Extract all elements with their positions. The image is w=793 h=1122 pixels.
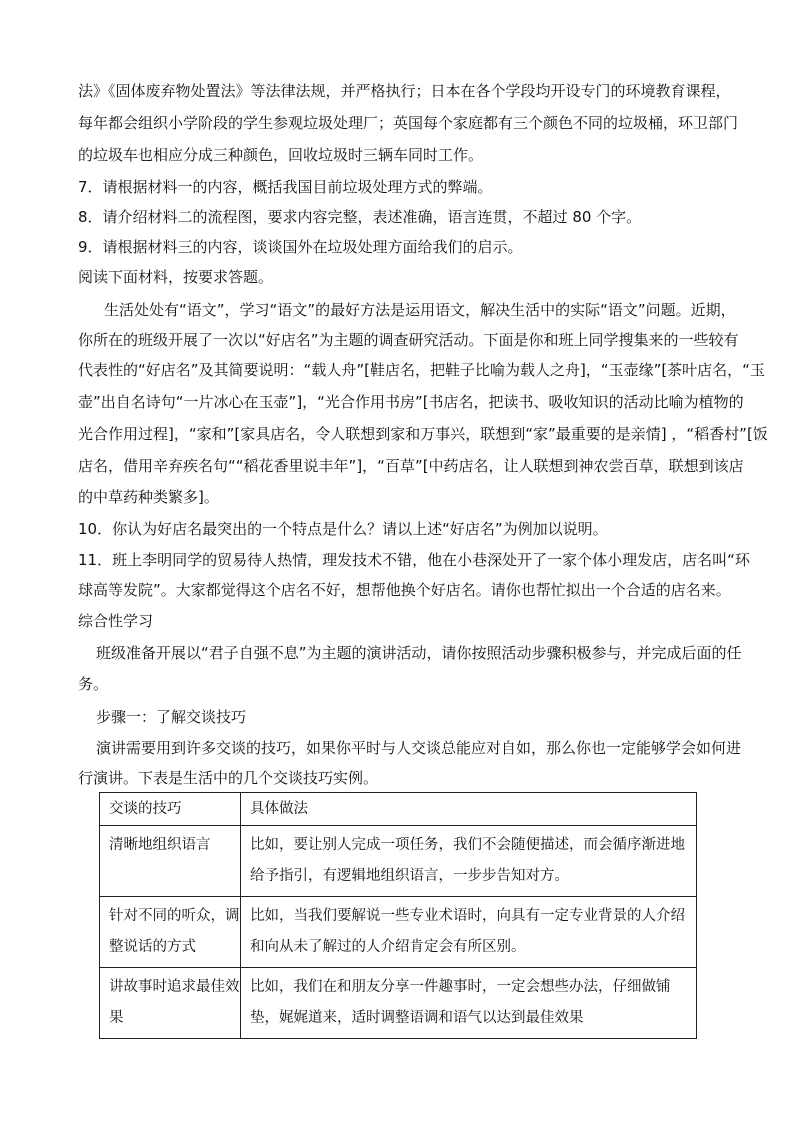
- paragraph-line: 壶”出自名诗句“一片冰心在玉壶”]，“光合作用书房”[书店名，把读书、吸收知识的活动比喻为植物的: [78, 393, 744, 411]
- paragraph-line: 店名，借用辛弃疾名句““稻花香里说丰年”]，“百草”[中药店名，让人联想到神农尝百草，联想到该店: [78, 457, 744, 475]
- table-row: [100, 968, 697, 1039]
- paragraph-line: 演讲需要用到许多交谈的技巧，如果你平时与人交谈总能应对自如，那么你也一定能够学会如何进: [96, 739, 742, 757]
- paragraph-line: 务。: [78, 675, 109, 693]
- table-header-skill: 交谈的技巧: [100, 793, 241, 826]
- paragraph-line: 光合作用过程]，“家和”[家具店名，令人联想到家和万事兴，联想到“家”最重要的是亲情] ，“稻香村”[饭: [78, 425, 768, 443]
- paragraph-line: 法》《固体废弃物处置法》等法律法规，并严格执行；日本在各个学段均开设专门的环境教育课程，: [78, 82, 731, 100]
- table-cell-skill: 清晰地组织语言: [100, 826, 241, 897]
- question-10: 10．你认为好店名最突出的一个特点是什么？请以上述“好店名”为例加以说明。: [78, 520, 608, 538]
- paragraph-line: 你所在的班级开展了一次以“好店名”为主题的调查研究活动。下面是你和班上同学搜集来的一些较有: [78, 331, 739, 349]
- paragraph-line: 的中草药种类繁多]。: [78, 488, 219, 506]
- table-header-row: [100, 793, 697, 826]
- paragraph-line: 球高等发院”。大家都觉得这个店名不好，想帮他换个好店名。请你也帮忙拟出一个合适的店名来。: [78, 581, 731, 599]
- section-instruction: 阅读下面材料，按要求答题。: [78, 268, 274, 286]
- question-9: 9．请根据材料三的内容，谈谈国外在垃圾处理方面给我们的启示。: [78, 238, 523, 256]
- paragraph-line: 的垃圾车也相应分成三种颜色，回收垃圾时三辆车同时工作。: [78, 146, 484, 164]
- paragraph-line: 每年都会组织小学阶段的学生参观垃圾处理厂；英国每个家庭都有三个颜色不同的垃圾桶，环卫部门: [78, 114, 739, 132]
- paragraph-line: 班级准备开展以“君子自强不息”为主题的演讲活动，请你按照活动步骤积极参与，并完成后面的任: [96, 644, 742, 662]
- table-cell-skill: 针对不同的听众，调整说话的方式: [100, 897, 241, 968]
- section-heading: 综合性学习: [78, 612, 154, 630]
- question-7: 7．请根据材料一的内容，概括我国目前垃圾处理方式的弊端。: [78, 178, 493, 196]
- table-cell-method: 比如，要让别人完成一项任务，我们不会随便描述，而会循序渐进地给予指引，有逻辑地组织语言，一步步告知对方。: [241, 826, 697, 897]
- question-8: 8．请介绍材料二的流程图，要求内容完整，表述准确，语言连贯，不超过 80 个字。: [78, 208, 642, 226]
- conversation-skills-table: [99, 792, 697, 1039]
- table-row: [100, 826, 697, 897]
- table-cell-method: 比如，当我们要解说一些专业术语时，向具有一定专业背景的人介绍和向从未了解过的人介绍肯定会有所区别。: [241, 897, 697, 968]
- table-header-method: 具体做法: [241, 793, 697, 826]
- table-row: [100, 897, 697, 968]
- table-cell-skill: 讲故事时追求最佳效果: [100, 968, 241, 1039]
- question-11: 11．班上李明同学的贸易待人热情，理发技术不错，他在小巷深处开了一家个体小理发店，店名叫“环: [78, 551, 750, 569]
- paragraph-line: 生活处处有“语文”，学习“语文”的最好方法是运用语文，解决生活中的实际“语文”问题。近期，: [104, 301, 736, 319]
- paragraph-line: 代表性的“好店名”及其简要说明：“载人舟”[鞋店名，把鞋子比喻为载人之舟]，“玉壶缘”[茶叶店名，“玉: [78, 361, 765, 379]
- table-cell-method: 比如，我们在和朋友分享一件趣事时，一定会想些办法，仔细做铺垫，娓娓道来，适时调整语调和语气以达到最佳效果: [241, 968, 697, 1039]
- step-heading: 步骤一：了解交谈技巧: [96, 708, 247, 726]
- paragraph-line: 行演讲。下表是生活中的几个交谈技巧实例。: [78, 769, 379, 787]
